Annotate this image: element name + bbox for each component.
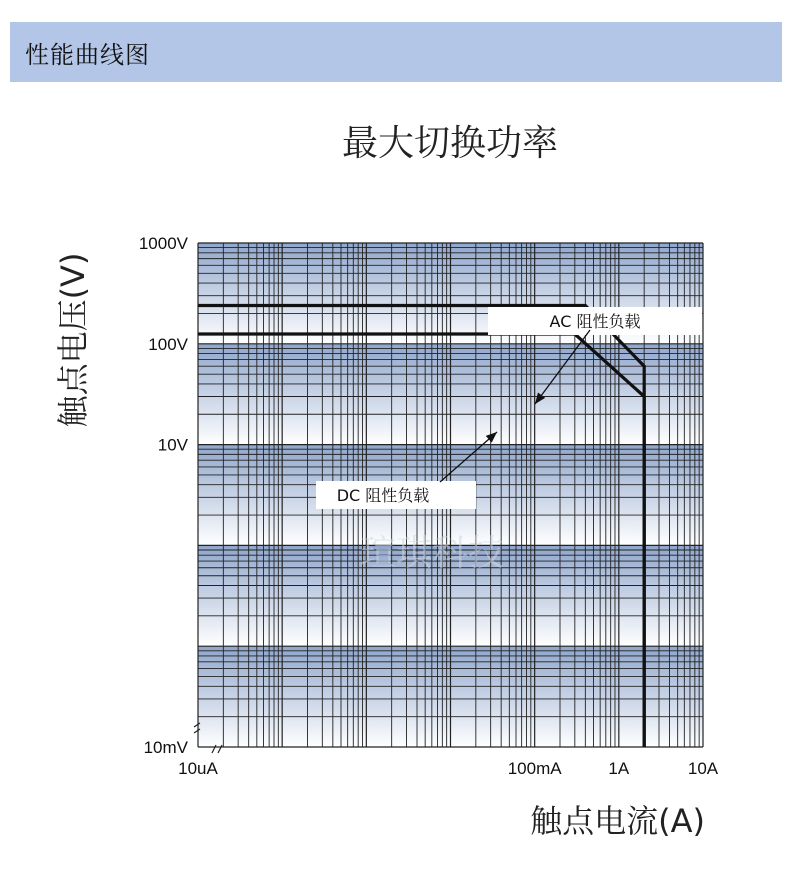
- chart-title: 最大切换功率: [341, 123, 558, 164]
- annotation-label: DC 阻性负载: [336, 486, 430, 505]
- y-tick-label: 10V: [157, 435, 188, 455]
- section-title: 性能曲线图: [25, 40, 150, 69]
- y-axis-label: 触点电压(V): [54, 252, 92, 428]
- watermark-text: 瑄琪科技: [360, 533, 505, 574]
- x-tick-label: 100mA: [507, 759, 562, 778]
- x-tick-label: 10uA: [178, 759, 218, 778]
- x-tick-label: 10A: [687, 759, 719, 778]
- y-tick-label: 100V: [148, 334, 188, 354]
- x-axis-label: 触点电流(A): [530, 802, 705, 840]
- annotation-label: AC 阻性负载: [549, 312, 641, 331]
- x-tick-label: 1A: [608, 759, 630, 778]
- y-tick-label: 10mV: [143, 738, 188, 757]
- y-tick-label: 1000V: [138, 234, 188, 253]
